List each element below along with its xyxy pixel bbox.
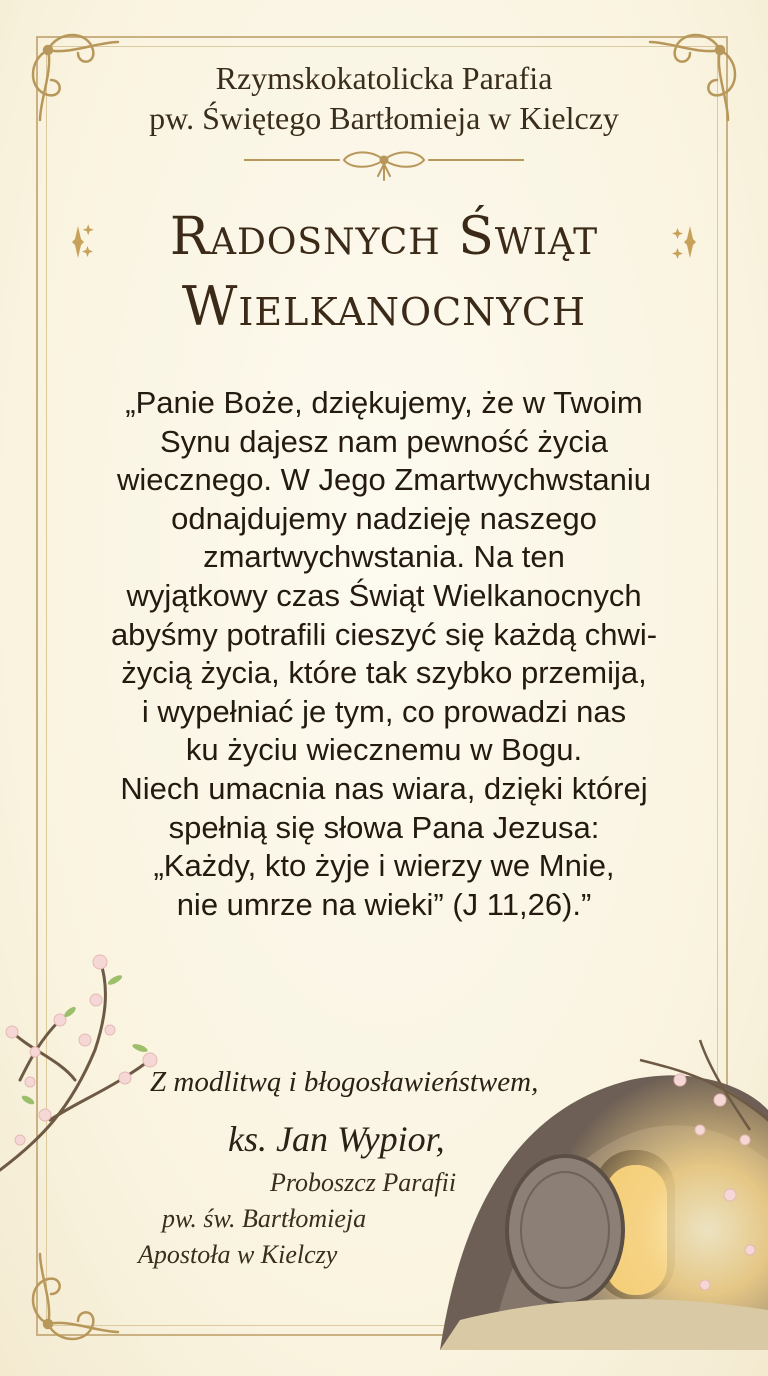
prayer-line: i wypełniać je tym, co prowadzi nas bbox=[141, 693, 627, 729]
prayer-text bbox=[48, 384, 720, 924]
prayer-line: wyjątkowy czas Świąt Wielkanocnych bbox=[126, 577, 642, 613]
prayer-line: wiecznego. W Jego Zmartwychwstaniu bbox=[116, 462, 652, 498]
signatory-role: Proboszcz Parafii bbox=[270, 1168, 457, 1197]
prayer-line: Niech umacnia nas wiara, dzięki której bbox=[120, 770, 648, 806]
prayer-line: odnajdujemy nadzieję naszego bbox=[171, 500, 597, 536]
signatory-parish-line-2: Apostoła w Kielczy bbox=[138, 1240, 338, 1269]
prayer-line: ku życiu wiecznemu w Bogu. bbox=[185, 732, 583, 768]
parish-patron: pw. Świętego Bartłomieja w Kielczy bbox=[149, 100, 619, 136]
ornamental-divider-icon bbox=[244, 146, 524, 186]
prayer-line: abyśmy potrafili cieszyć się każdą chwi- bbox=[110, 616, 658, 652]
prayer-line: zmartwychwstania. Na ten bbox=[203, 539, 565, 575]
parish-name: Rzymskokatolicka Parafia bbox=[215, 60, 553, 96]
title-line-2: Wielkanocnych bbox=[181, 275, 587, 338]
signatory-parish-line-1: pw. św. Bartłomieja bbox=[162, 1204, 367, 1233]
prayer-line: spełnią się słowa Pana Jezusa: bbox=[168, 809, 600, 845]
prayer-line: życią życia, które tak szybko przemija, bbox=[121, 655, 647, 691]
prayer-line: „Każdy, kto żyje i wierzy we Mnie, bbox=[153, 848, 615, 884]
signatory-name: ks. Jan Wypior, bbox=[228, 1119, 445, 1159]
parish-header bbox=[0, 58, 768, 138]
title-line-1: Radosnych Świąt bbox=[169, 207, 599, 267]
closing-greeting: Z modlitwą i błogosławieństwem, bbox=[150, 1066, 539, 1098]
blossom-branch-icon bbox=[0, 940, 170, 1190]
prayer-line: „Panie Boże, dziękujemy, że w Twoim bbox=[125, 385, 643, 420]
prayer-line: nie umrze na wieki” (J 11,26).” bbox=[176, 886, 592, 922]
flourish-corner-icon bbox=[18, 1244, 128, 1354]
greeting-title bbox=[0, 204, 768, 344]
prayer-line: Synu dajesz nam pewność życia bbox=[159, 423, 608, 459]
